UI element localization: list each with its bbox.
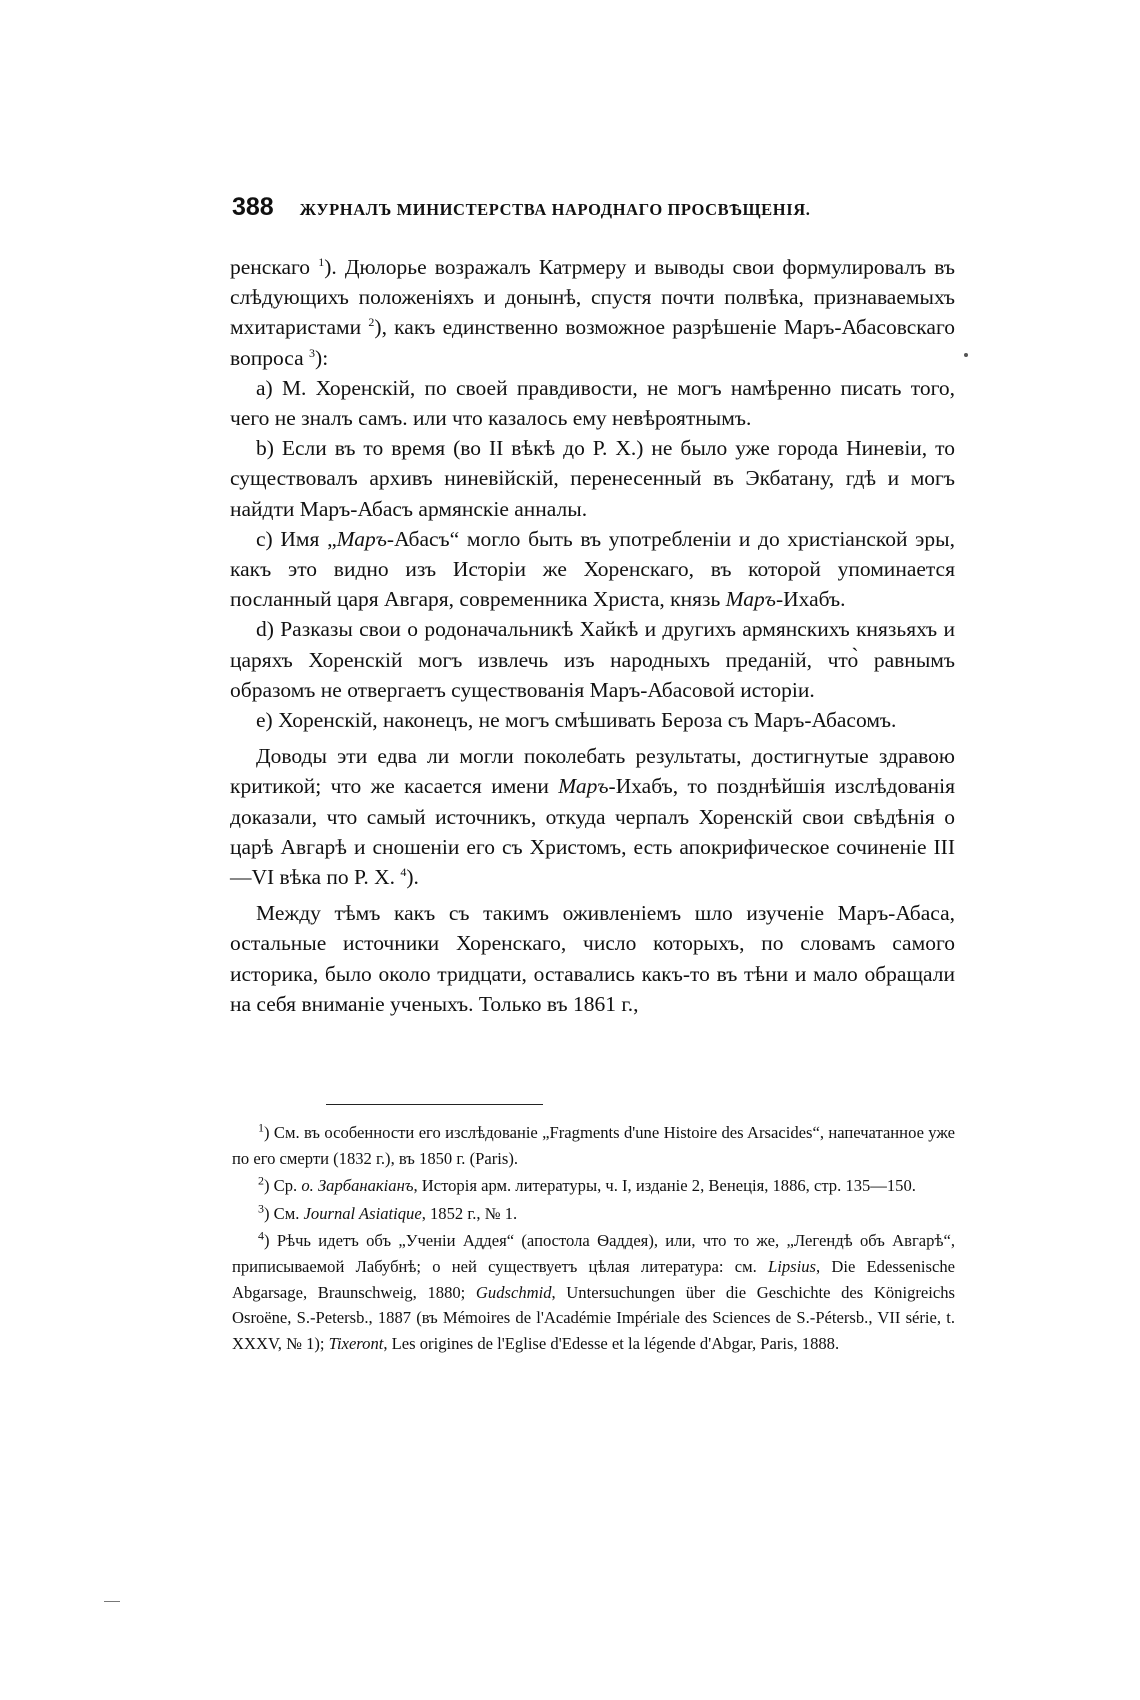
footnote-ref: 1 <box>318 254 325 269</box>
footnote-ref: 2 <box>368 315 375 330</box>
list-item-a: a) М. Хоренскій, по своей правдивости, не могъ намѣренно писать того, чего не зналъ самъ. или что казалось ему невѣроятнымъ. <box>230 375 955 431</box>
footnote-4: $^4$) Рѣчь идетъ объ „Ученіи Аддея“ (апостола Ѳаддея), или, что то же, „Легендѣ объ Авгарѣ“, приписываемой Лабубнѣ; о ней существуетъ цѣлая литература: см. Lipsius, Die Edessenische Abgarsage, Braunschweig, 1880; Gudschmid, Untersuchungen über die Geschichte des Königreichs Osroëne, S.-Petersb., 1887 (въ Mémoires de l'Académie Impériale des Sciences de S.-Pétersb., VII série, t. XXXV, № 1); Tixeront, Les origines de l'Eglise d'Edesse et la légende d'Abgar, Paris, 1888. <box>232 1228 955 1353</box>
footnote-1: $^1$) См. въ особенности его изслѣдованіе „Fragments d'une Histoire des Arsacides“, напечатанное уже по его смерти (1832 г.), въ 1850 г. (Paris). <box>232 1120 955 1168</box>
list-item-b: b) Если въ то время (во II вѣкѣ до Р. Х.) не было уже города Ниневіи, то существовалъ архивъ ниневійскій, перенесенный въ Экбатану, гдѣ и могъ найдти Маръ-Абасъ армянскіе анналы. <box>230 436 955 521</box>
footnote-3: $^3$) См. Journal Asiatique, 1852 г., № 1. <box>258 1201 518 1223</box>
list-item-d: d) Разказы свои о родоначальникѣ Хайкѣ и другихъ армянскихъ князьяхъ и царяхъ Хоренскій могъ извлечь изъ народныхъ преданій, что̀ равнымъ образомъ не отвергаетъ существованія Маръ-Абасовой исторіи. <box>230 617 955 702</box>
paragraph-arguments: Доводы эти едва ли могли поколебать результаты, достигнутые здравою критикой; что же касается имени Маръ-Ихабъ, то позднѣйшія изслѣдованія доказали, что самый источникъ, откуда черпалъ Хоренскій свои свѣдѣнія о царѣ Авгарѣ и сношеніи его съ Христомъ, есть апокрифическое сочиненіе III—VI вѣка по Р. Х. $^4$). <box>230 744 955 890</box>
main-text <box>230 252 955 1019</box>
margin-mark <box>964 353 968 357</box>
footnotes <box>232 1120 955 1356</box>
margin-dash <box>104 1601 120 1602</box>
paragraph-sources: Между тѣмъ какъ съ такимъ оживленіемъ шло изученіе Маръ-Абаса, остальные источники Хоренскаго, число которыхъ, по словамъ самого историка, было около тридцати, оставались какъ-то въ тѣни и мало обращали на себя вниманіе ученыхъ. Только въ 1861 г., <box>230 901 955 1016</box>
running-title: ЖУРНАЛЪ МИНИСТЕРСТВА НАРОДНАГО ПРОСВѢЩЕНІЯ. <box>299 200 811 219</box>
footnote-ref: 3 <box>309 345 316 360</box>
footnote-2: $^2$) Ср. о. Зарбанакіанъ, Исторія арм. литературы, ч. I, изданіе 2, Венеція, 1886, стр. 135—150. <box>258 1173 916 1196</box>
list-item-e: e) Хоренскій, наконецъ, не могъ смѣшивать Бероза съ Маръ-Абасомъ. <box>256 708 897 733</box>
list-item-c: c) Имя „Маръ-Абасъ“ могло быть въ употребленіи и до христіанской эры, какъ это видно изъ Исторіи же Хоренскаго, въ которой упоминается посланный царя Авгаря, современника Христа, князь Маръ-Ихабъ. <box>230 526 955 612</box>
paragraph-intro: ренскаго $^1$). Дюлорье возражалъ Катрмеру и выводы свои формулировалъ въ слѣдующихъ положеніяхъ и донынѣ, спустя почти полвѣка, признаваемыхъ мхитаристами $^2$), какъ единственно возможное разрѣшеніе Маръ-Абасовскаго вопроса $^3$): <box>230 254 955 370</box>
footnote-ref: 4 <box>400 864 407 879</box>
page-number: 388 <box>232 193 274 221</box>
page-header <box>232 193 952 222</box>
footnote-divider <box>326 1104 543 1105</box>
